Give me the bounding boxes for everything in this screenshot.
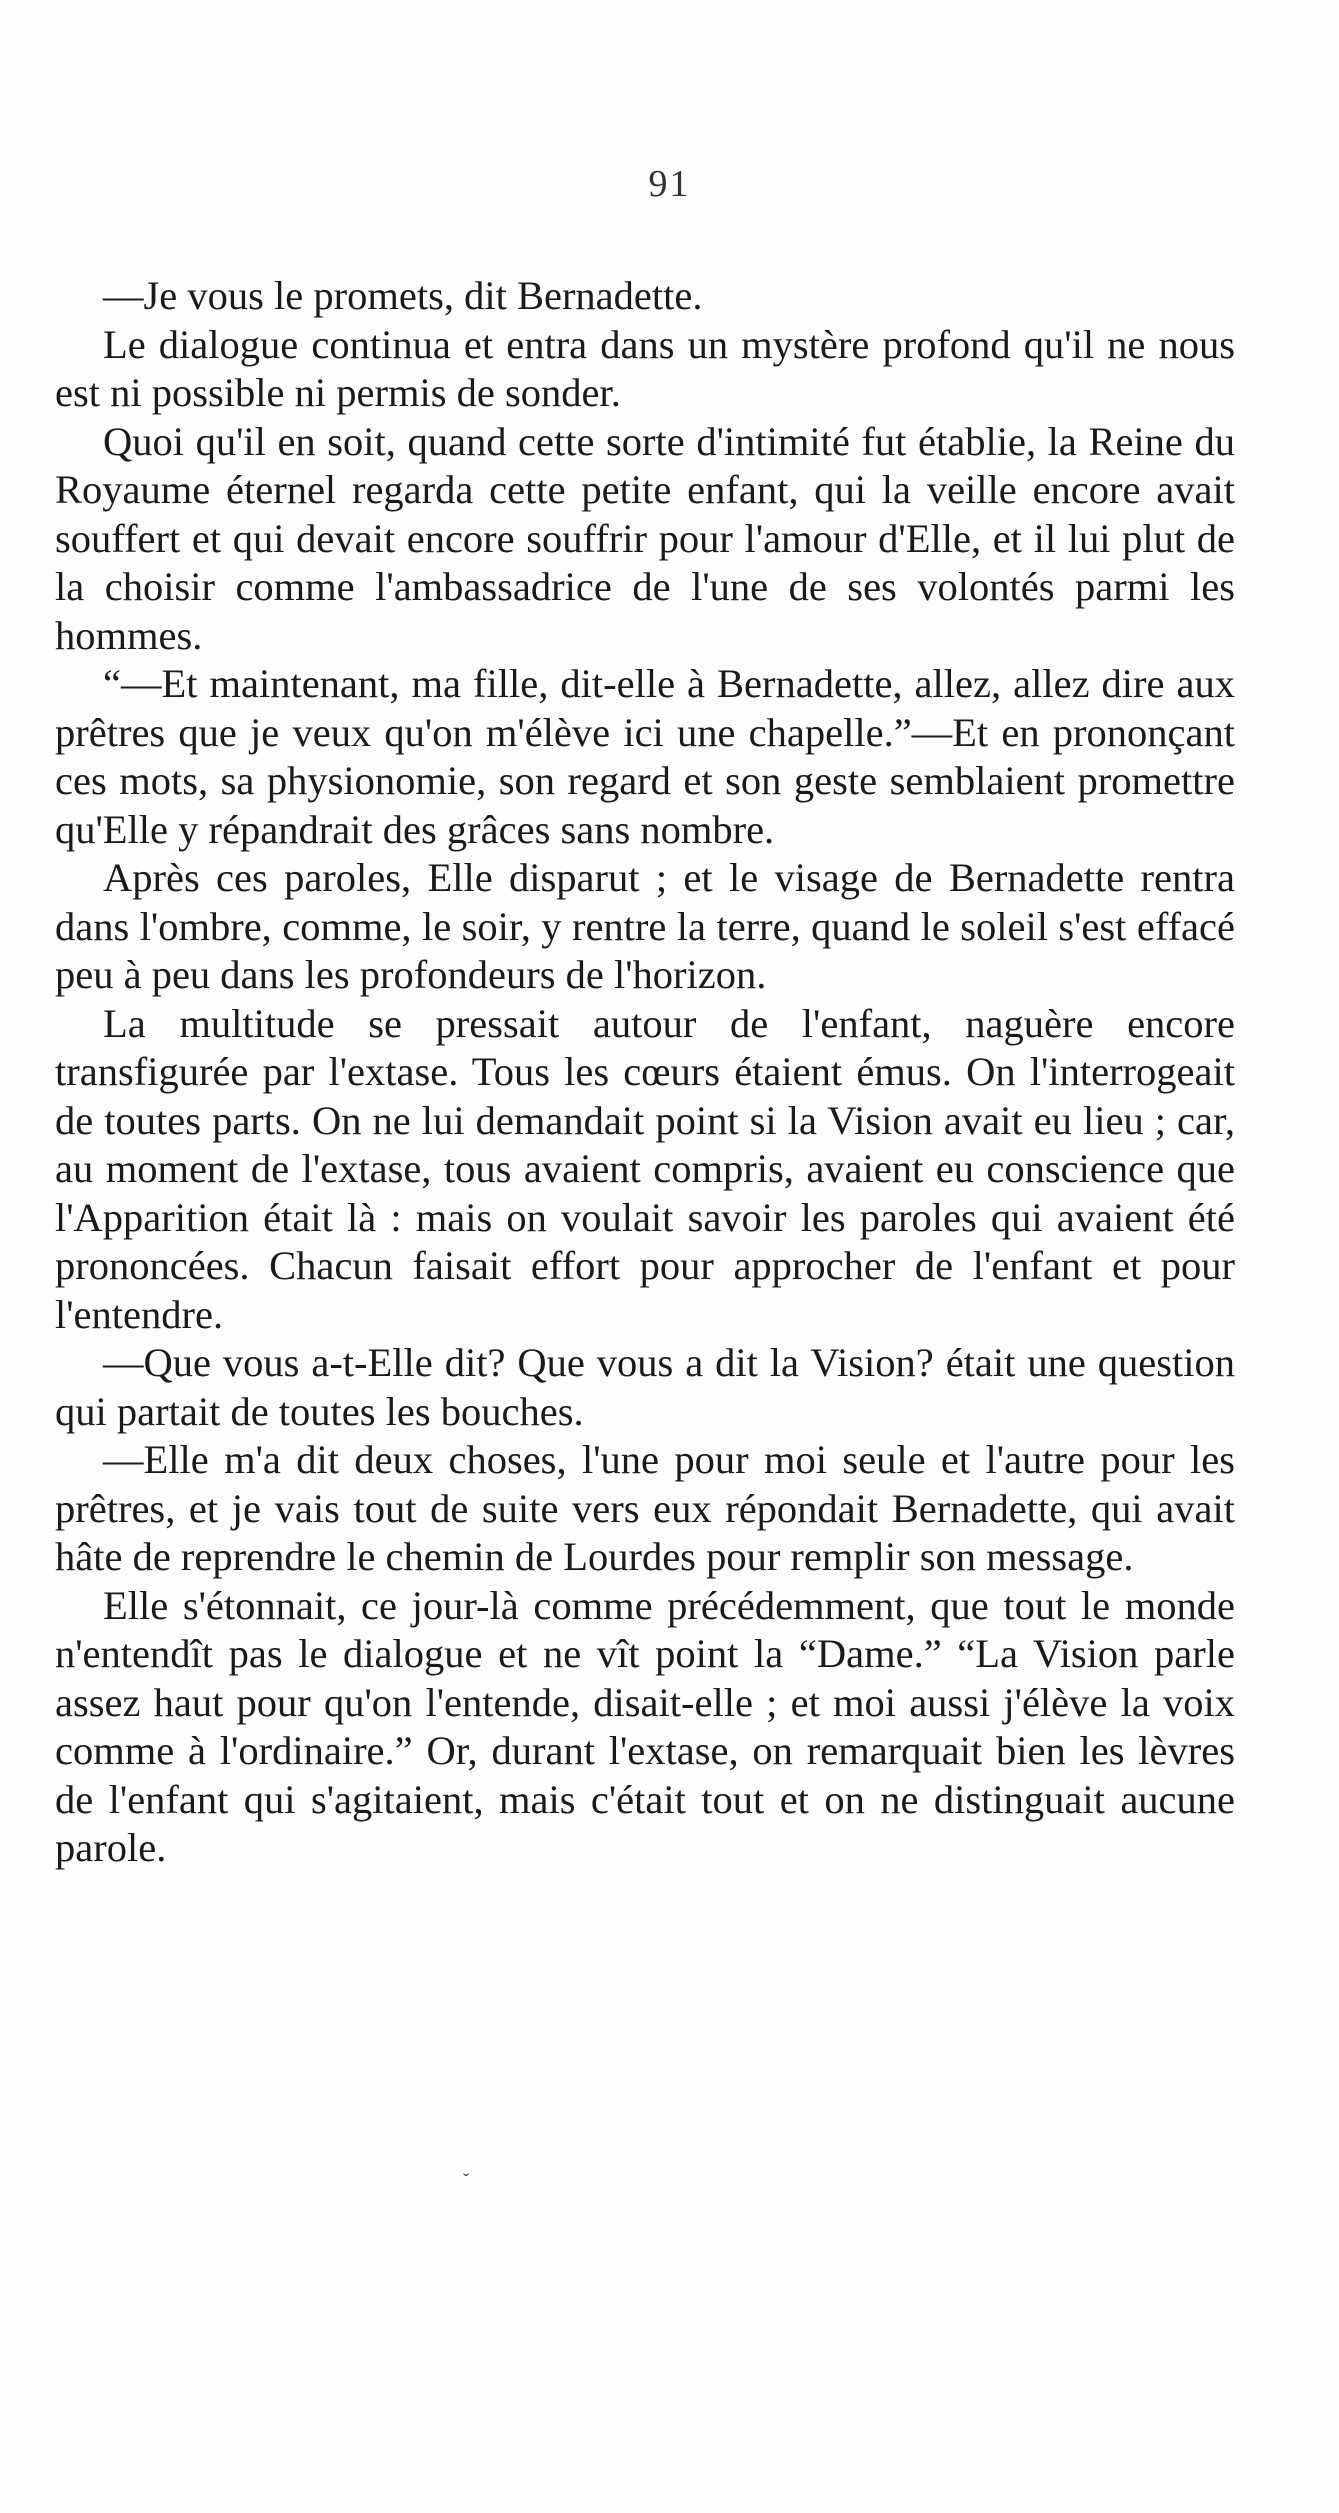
paragraph-dialogue: Le dialogue continua et entra dans un mystère profond qu'il ne nous est ni possible ni permis de sonder. xyxy=(55,321,1235,415)
page-number: 91 xyxy=(648,163,691,205)
paragraph-question: —Que vous a-t-Elle dit? Que vous a dit la Vision? était une question qui partait de toutes les bouches. xyxy=(55,1340,1235,1434)
stray-ink-mark: ˇ xyxy=(463,2170,469,2190)
paragraph-answer: —Elle m'a dit deux choses, l'une pour moi seule et l'autre pour les prêtres, et je vais tout de suite vers eux répondait Bernadette, qui avait hâte de reprendre le chemin de Lourdes pour remplir son message. xyxy=(55,1437,1235,1579)
paragraph-astonishment: Elle s'étonnait, ce jour-là comme précédemment, que tout le monde n'entendît pas le dialogue et ne vît point la “Dame.” “La Vision parle assez haut pour qu'on l'entende, disait-elle ; et moi aussi j'élève la voix comme à l'ordinaire.” Or, durant l'extase, on remarquait bien les lèvres de l'enfant qui s'agitaient, mais c'était tout et on ne distinguait aucune parole. xyxy=(55,1582,1235,1870)
paragraph-multitude: La multitude se pressait autour de l'enfant, naguère encore transfigurée par l'extase. Tous les cœurs étaient émus. On l'interrogeait de toutes parts. On ne lui demandait point si la Vision avait eu lieu ; car, au moment de l'extase, tous avaient compris, avaient eu conscience que l'Apparition était là : mais on voulait savoir les paroles qui avaient été prononcées. Chacun faisait effort pour approcher de l'enfant et pour l'entendre. xyxy=(55,1000,1235,1337)
paragraph-promise: —Je vous le promets, dit Bernadette. xyxy=(103,273,703,318)
page-body-text xyxy=(55,272,1235,1873)
paragraph-ambassadress: Quoi qu'il en soit, quand cette sorte d'intimité fut établie, la Reine du Royaume éternel regarda cette petite enfant, qui la veille encore avait souffert et qui devait encore souffrir pour l'amour d'Elle, et il lui plut de la choisir comme l'ambassadrice de l'une de ses volontés parmi les hommes. xyxy=(55,418,1235,658)
paragraph-disappearance: Après ces paroles, Elle disparut ; et le visage de Bernadette rentra dans l'ombre, comme, le soir, y rentre la terre, quand le soleil s'est effacé peu à peu dans les profondeurs de l'horizon. xyxy=(55,855,1235,997)
paragraph-chapel-request: “—Et maintenant, ma fille, dit-elle à Bernadette, allez, allez dire aux prêtres que je veux qu'on m'élève ici une chapelle.”—Et en prononçant ces mots, sa physionomie, son regard et son geste semblaient promettre qu'Elle y répandrait des grâces sans nombre. xyxy=(55,661,1235,852)
